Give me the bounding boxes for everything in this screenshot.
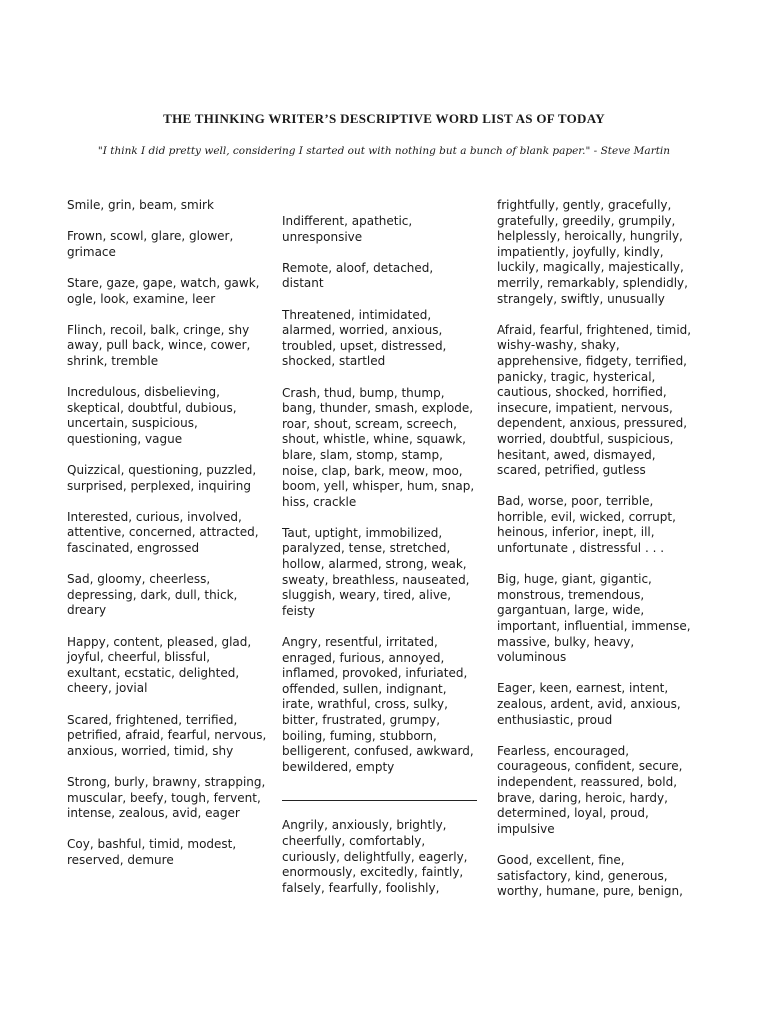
epigraph-quote: "I think I did pretty well, considering I started out with nothing but a bunch of blank paper." - Steve Martin (97, 145, 671, 157)
word-group: Big, huge, giant, gigantic, monstrous, tremendous, gargantuan, large, wide, important, influential, immense, massive, bulky, heavy, voluminous (497, 572, 691, 665)
word-group: Remote, aloof, detached, distant (282, 260, 434, 291)
word-group: Flinch, recoil, balk, cringe, shy away, pull back, wince, cower, shrink, tremble (67, 322, 251, 368)
word-group: Frown, scowl, glare, glower, grimace (67, 229, 234, 259)
section-divider (282, 800, 477, 801)
word-group: Interested, curious, involved, attentive, concerned, attracted, fascinated, engrossed (67, 509, 259, 556)
word-group: Stare, gaze, gape, watch, gawk, ogle, look, examine, leer (67, 275, 260, 306)
word-group: Smile, grin, beam, smirk (67, 198, 214, 212)
word-group: Threatened, intimidated, alarmed, worried, anxious, troubled, upset, distressed, shocked, startled (282, 307, 447, 369)
word-group: Coy, bashful, timid, modest, reserved, demure (67, 837, 237, 867)
word-group: frightfully, gently, gracefully, gratefully, greedily, grumpily, helplessly, heroically, hungrily, impatiently, joyfully, kindly, luckily, magically, majestically, merrily, remarkably, splendidly, strangely, swiftly, unusually (497, 198, 688, 306)
word-group: Sad, gloomy, cheerless, depressing, dark, dull, thick, dreary (67, 572, 238, 618)
word-group: Happy, content, pleased, glad, joyful, cheerful, blissful, exultant, ecstatic, delighted, cheery, jovial (67, 634, 252, 696)
word-group: Bad, worse, poor, terrible, horrible, evil, wicked, corrupt, heinous, inferior, inept, ill, unfortunate , distressful . . . (497, 494, 676, 556)
word-group: Scared, frightened, terrified, petrified, afraid, fearful, nervous, anxious, worried, timid, shy (67, 712, 267, 758)
word-group: Angrily, anxiously, brightly, cheerfully, comfortably, curiously, delightfully, eagerly, enormously, excitedly, faintly, falsely, fearfully, foolishly, (282, 818, 468, 895)
word-group: Taut, uptight, immobilized, paralyzed, tense, stretched, hollow, alarmed, strong, weak, sweaty, breathless, nauseated, sluggish, weary, tired, alive, feisty (282, 525, 470, 618)
word-group: Eager, keen, earnest, intent, zealous, ardent, avid, anxious, enthusiastic, proud (497, 681, 681, 727)
word-group: Good, excellent, fine, satisfactory, kind, generous, worthy, humane, pure, benign, (497, 852, 683, 899)
word-group: Afraid, fearful, frightened, timid, wishy-washy, shaky, apprehensive, fidgety, terrified, panicky, tragic, hysterical, cautious, shocked, horrified, insecure, impatient, nervous, dependent, anxious, pressured, worried, doubtful, suspicious, hesitant, awed, dismayed, scared, petrified, gutless (497, 322, 692, 478)
page-title: THE THINKING WRITER’S DESCRIPTIVE WORD LIST AS OF TODAY (163, 111, 605, 126)
word-column-1 (67, 198, 267, 884)
word-column-2 (282, 214, 477, 912)
word-group: Fearless, encouraged, courageous, confident, secure, independent, reassured, bold, brave, daring, heroic, hardy, determined, loyal, proud, impulsive (497, 743, 683, 836)
word-group: Incredulous, disbelieving, skeptical, doubtful, dubious, uncertain, suspicious, questioning, vague (67, 385, 237, 446)
word-column-3 (497, 198, 697, 915)
word-group: Indifferent, apathetic, unresponsive (282, 214, 413, 244)
word-group: Crash, thud, bump, thump, bang, thunder, smash, explode, roar, shout, scream, screech, shout, whistle, whine, squawk, blare, slam, stomp, stamp, noise, clap, bark, meow, moo, boom, yell, whisper, hum, snap, hiss, crackle (282, 385, 475, 509)
word-group: Angry, resentful, irritated, enraged, furious, annoyed, inflamed, provoked, infuriated, offended, sullen, indignant, irate, wrathful, cross, sulky, bitter, frustrated, grumpy, boiling, fuming, stubborn, belligerent, confused, awkward, bewildered, empty (282, 635, 474, 774)
word-group: Strong, burly, brawny, strapping, muscular, beefy, tough, fervent, intense, zealous, avid, eager (67, 774, 266, 821)
word-group: Quizzical, questioning, puzzled, surprised, perplexed, inquiring (67, 463, 257, 493)
